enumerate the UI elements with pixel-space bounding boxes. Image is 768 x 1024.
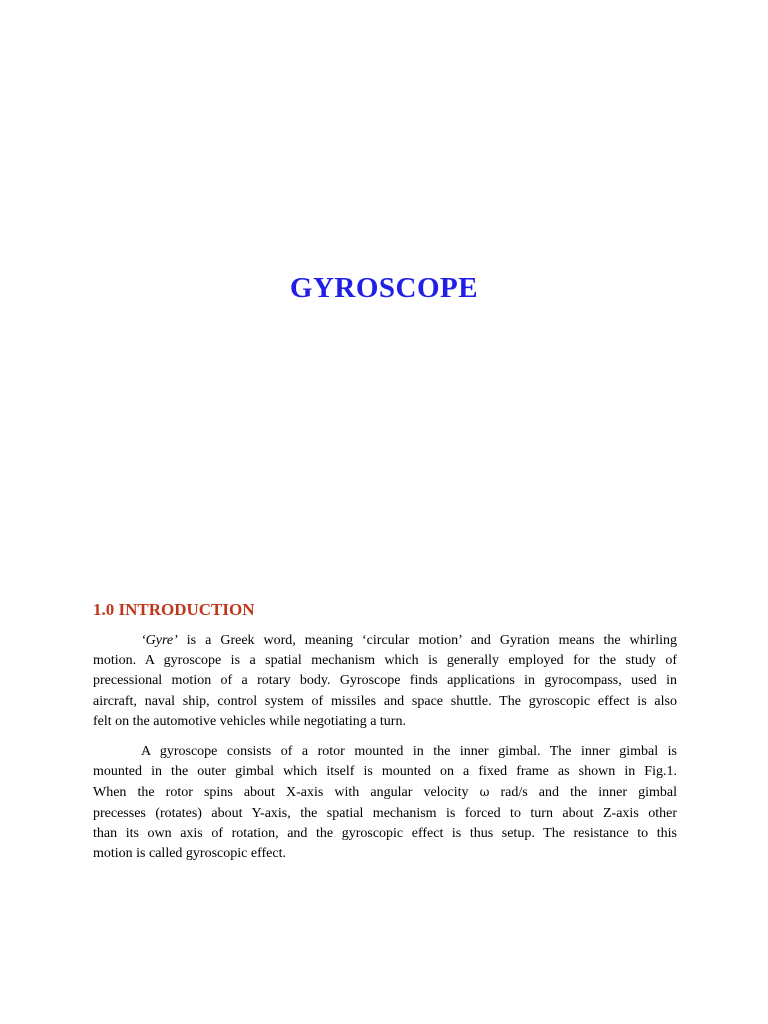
paragraph-gyroscope-description — [93, 742, 677, 864]
page-title: GYROSCOPE — [289, 272, 479, 304]
paragraph-line: precesses (rotates) about Y-axis, the spatial mechanism is forced to turn about Z-axis other — [93, 805, 677, 821]
paragraph-line: felt on the automotive vehicles while negotiating a turn. — [93, 713, 406, 729]
paragraph-line — [93, 782, 677, 803]
paragraph-line: precessional motion of a rotary body. Gyroscope finds applications in gyrocompass, used in — [93, 673, 677, 689]
paragraph-text: rad/s and the inner gimbal — [489, 785, 677, 801]
paragraph-text: is a Greek word, meaning ‘circular motion’ and Gyration means the whirling — [177, 633, 677, 648]
omega-symbol: ω — [479, 785, 490, 800]
paragraph-text: When the rotor spins about X-axis with angular velocity — [93, 785, 480, 801]
paragraph-line — [93, 631, 677, 651]
gyre-term: ‘Gyre’ — [141, 633, 178, 648]
paragraph-line: mounted in the outer gimbal which itself is mounted on a fixed frame as shown in Fig.1. — [93, 764, 677, 780]
paragraph-intro — [93, 631, 677, 732]
paragraph-line: A gyroscope consists of a rotor mounted in the inner gimbal. The inner gimbal is — [141, 744, 677, 759]
paragraph-line: motion is called gyroscopic effect. — [93, 846, 286, 862]
paragraph-line: motion. A gyroscope is a spatial mechanism which is generally employed for the study of — [93, 653, 677, 669]
paragraph-line: aircraft, naval ship, control system of missiles and space shuttle. The gyroscopic effect is also — [93, 693, 677, 709]
paragraph-line: than its own axis of rotation, and the gyroscopic effect is thus setup. The resistance to this — [93, 825, 677, 841]
section-heading-introduction: 1.0 INTRODUCTION — [93, 600, 255, 619]
